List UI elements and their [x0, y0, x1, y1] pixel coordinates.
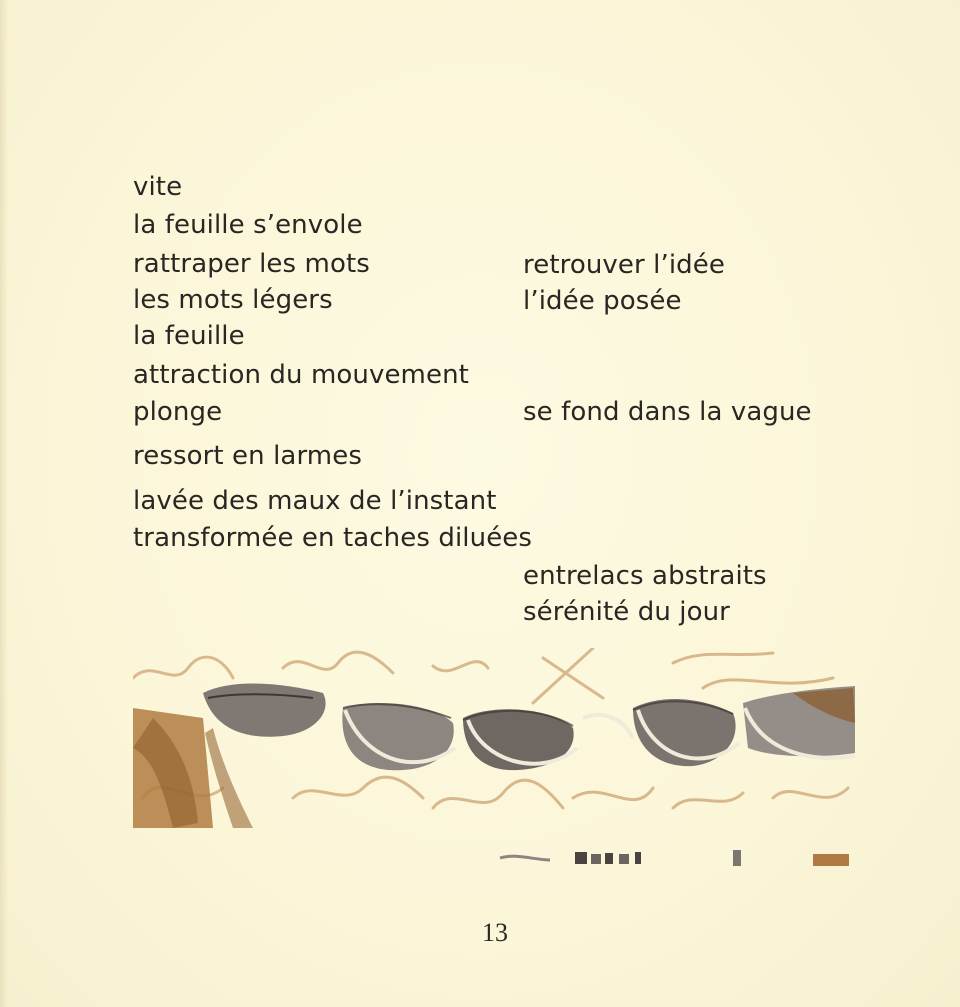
poem-line-left: la feuille: [133, 321, 245, 351]
gray-ink-chain: [203, 684, 855, 771]
poem-line-left: ressort en larmes: [133, 441, 362, 471]
page-gutter-shadow: [0, 0, 8, 1007]
poem-line-right: sérénité du jour: [523, 597, 730, 627]
poem-line-right: retrouver l’idée: [523, 250, 725, 280]
poem-line-left: transformée en taches diluées: [133, 523, 533, 553]
poem-line-left: lavée des maux de l’instant: [133, 486, 497, 516]
poem-line-left: attraction du mouvement: [133, 360, 469, 390]
poem-line-right: entrelacs abstraits: [523, 561, 767, 591]
poem-line-left: rattraper les mots: [133, 249, 370, 279]
poem-line-left: vite: [133, 172, 183, 202]
poem-line-right: se fond dans la vague: [523, 397, 812, 427]
poem-line-right: l’idée posée: [523, 286, 682, 316]
poem-line-left: plonge: [133, 397, 223, 427]
poem-line-left: les mots légers: [133, 285, 333, 315]
ink-specks: [495, 848, 855, 870]
poem-line-left: la feuille s’envole: [133, 210, 363, 240]
ink-wash-illustration: [133, 648, 857, 828]
page-number: 13: [482, 918, 508, 947]
